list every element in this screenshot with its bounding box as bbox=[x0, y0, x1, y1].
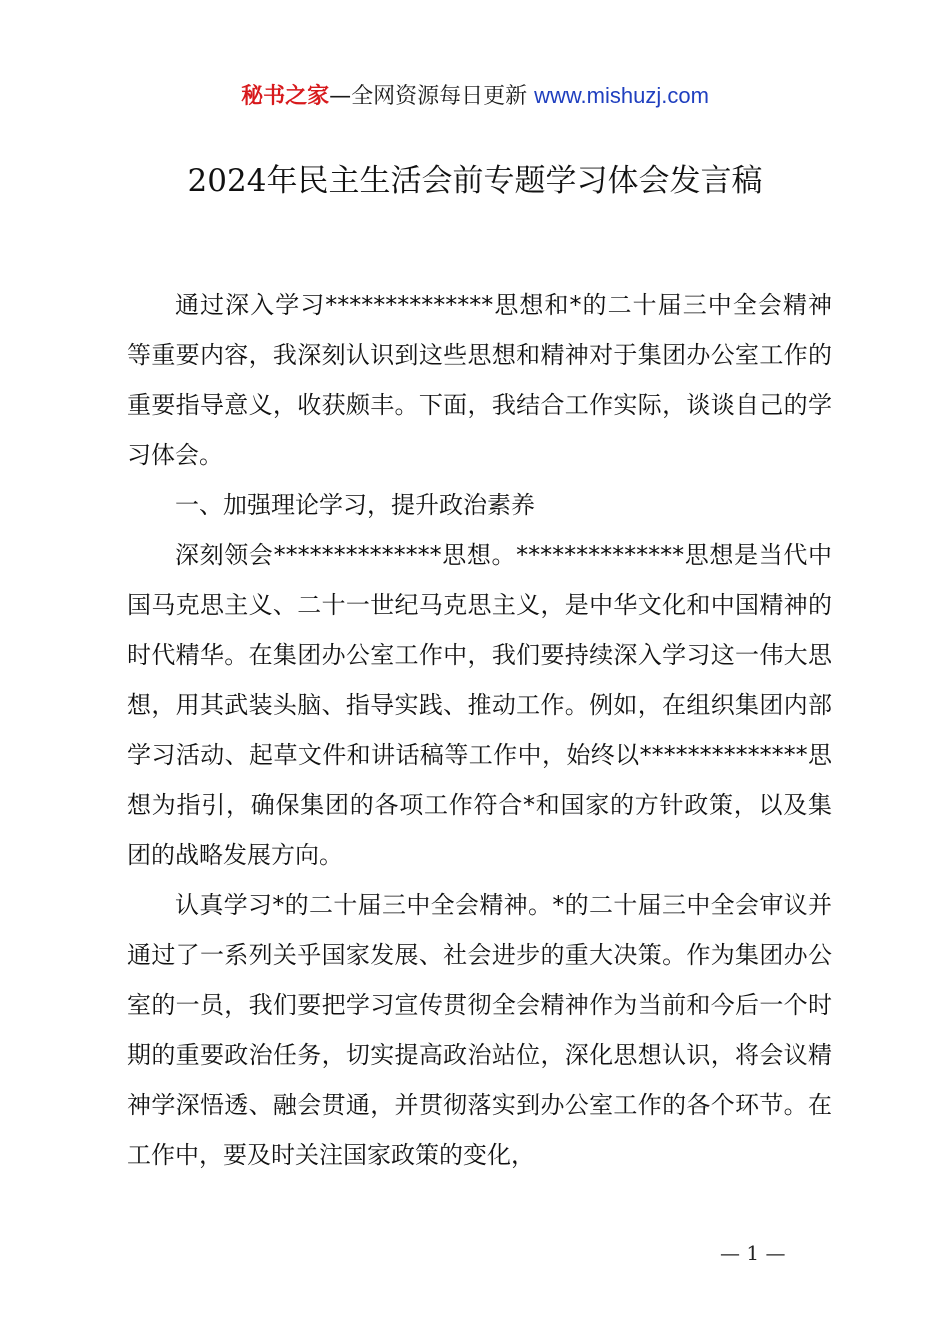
site-brand: 秘书之家 bbox=[241, 84, 330, 109]
document-title: 2024年民主生活会前专题学习体会发言稿 bbox=[187, 163, 763, 199]
paragraph-intro: 通过深入学习**************思想和*的二十届三中全会精神等重要内容，我深刻认识到这些思想和精神对于集团办公室工作的重要指导意义，收获颇丰。下面，我结合工作实际，谈谈自己的学习体会。 bbox=[127, 291, 832, 469]
site-url-link[interactable]: www.mishuzj.com bbox=[534, 83, 709, 108]
paragraph-theory: 深刻领会**************思想。**************思想是当代中国马克思主义、二十一世纪马克思主义，是中华文化和中国精神的时代精华。在集团办公室工作中，我们要持续深入学习这一伟大思想，用其武装头脑、指导实践、推动工作。例如，在组织集团内部学习活动、起草文件和讲话稿等工作中，始终以**************思想为指引，确保集团的各项工作符合*和国家的方针政策，以及集团的战略发展方向。 bbox=[127, 541, 832, 869]
page-number: — 1 — bbox=[720, 1241, 786, 1265]
section-heading: 一、加强理论学习，提升政治素养 bbox=[175, 491, 535, 519]
site-header bbox=[0, 80, 950, 113]
paragraph-plenary: 认真学习*的二十届三中全会精神。*的二十届三中全会审议并通过了一系列关乎国家发展、社会进步的重大决策。作为集团办公室的一员，我们要把学习宣传贯彻全会精神作为当前和今后一个时期的重要政治任务，切实提高政治站位，深化思想认识，将会议精神学深悟透、融会贯通，并贯彻落实到办公室工作的各个环节。在工作中，要及时关注国家政策的变化， bbox=[127, 891, 832, 1169]
site-slogan: —全网资源每日更新 bbox=[329, 84, 528, 109]
document-body bbox=[127, 280, 832, 1180]
